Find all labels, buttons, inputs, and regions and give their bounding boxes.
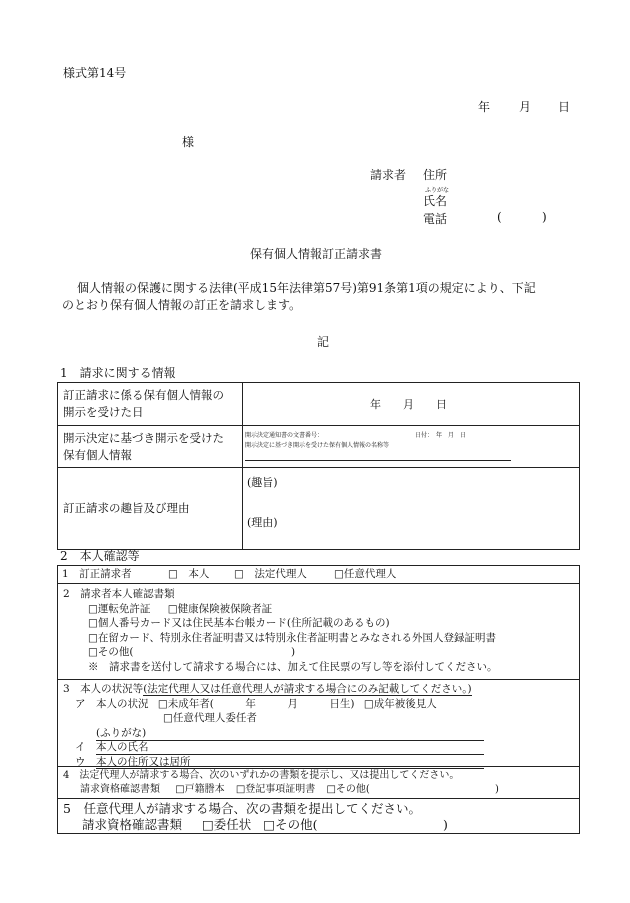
legal-agent-docs-label: 請求資格確認書類	[80, 784, 160, 795]
voluntary-agent-other-checkbox[interactable]: □その他(	[263, 817, 318, 832]
minor-checkbox[interactable]: □未成年者( 年 月 日生)	[157, 697, 355, 710]
identity-table	[57, 565, 580, 834]
purpose-reason-field[interactable]	[243, 468, 579, 549]
registry-certificate-checkbox[interactable]: □登記事項証明書	[235, 784, 316, 795]
doc-number-label: 開示決定通知書の文書番号：	[245, 432, 324, 439]
health-insurance-checkbox[interactable]: □健康保険被保険者証	[167, 602, 273, 615]
principal-name-label: イ 本人の氏名	[75, 741, 149, 754]
reason-label: (理由)	[247, 516, 278, 529]
disclosure-date-field[interactable]	[243, 383, 579, 425]
purpose-reason-row	[58, 467, 579, 549]
principal-checkbox[interactable]: □任意代理人委任者	[163, 712, 257, 725]
principal-furigana-underline[interactable]	[96, 740, 484, 741]
other-document-checkbox[interactable]: □その他( )	[88, 646, 296, 659]
section2-heading: 2 本人確認等	[60, 549, 140, 563]
section1-heading: 1 請求に関する情報	[60, 366, 176, 380]
phone-paren-close: )	[542, 210, 547, 224]
page-title: 保有個人情報訂正請求書	[250, 247, 383, 261]
mynumber-card-checkbox[interactable]: □個人番号カード又は住民基本台帳カード(住所記載のあるもの)	[88, 617, 390, 630]
principal-status-label: ア 本人の状況	[75, 697, 149, 710]
principal-status-title: 3 本人の状況等	[63, 683, 144, 695]
disclosure-date-value: 年 月 日	[370, 398, 447, 411]
furigana-label: ふりがな	[425, 187, 450, 194]
adult-ward-checkbox[interactable]: □成年被後見人	[363, 697, 437, 710]
legal-agent-other-close: )	[495, 784, 499, 795]
phone-paren-open: (	[497, 210, 502, 224]
addressee-sama: 様	[182, 135, 195, 149]
request-info-table	[57, 382, 580, 550]
intro-line-1: 個人情報の保護に関する法律(平成15年法律第57号)第91条第1項の規定により、下記	[77, 281, 536, 295]
mail-request-note: ※ 請求書を送付して請求する場合には、加えて住民票の写し等を添付してください。	[88, 660, 498, 673]
disclosure-date-row	[58, 383, 579, 425]
id-documents-title: 2 請求者本人確認書類	[63, 588, 175, 600]
requester-type-label: 1 訂正請求者	[62, 568, 132, 580]
disclosed-info-underline	[245, 460, 511, 461]
date-day-label: 日	[558, 100, 571, 114]
intro-line-2: のとおり保有個人情報の訂正を請求します。	[62, 298, 302, 312]
ki-label: 記	[317, 335, 330, 349]
id-documents-block	[58, 583, 579, 679]
disclosure-date-label: 訂正請求に係る保有個人情報の 開示を受けた日	[58, 383, 243, 425]
residence-card-checkbox[interactable]: □在留カード、特別永住者証明書又は特別永住者証明書とみなされる外国人登録証明書	[88, 631, 496, 644]
doc-date-label: 日付： 年 月 日	[415, 432, 467, 439]
disclosed-info-name-label: 開示決定に基づき開示を受けた保有個人情報の名称等	[245, 442, 390, 449]
requester-legal-agent-checkbox[interactable]: □ 法定代理人	[234, 568, 307, 580]
principal-name-underline[interactable]	[96, 754, 484, 755]
voluntary-agent-docs-text: 5 任意代理人が請求する場合、次の書類を提出してください。	[63, 801, 421, 816]
date-year-label: 年	[478, 100, 491, 114]
principal-address-label: ウ 本人の住所又は居所	[75, 755, 191, 768]
date-month-label: 月	[519, 100, 532, 114]
disclosed-info-row	[58, 425, 579, 467]
name-label: 氏名	[423, 194, 448, 208]
voluntary-agent-docs-block	[58, 798, 579, 833]
legal-agent-docs-block	[58, 766, 579, 798]
address-label: 住所	[423, 168, 448, 182]
voluntary-agent-docs-label: 請求資格確認書類	[82, 817, 183, 832]
requester-label: 請求者	[370, 168, 407, 182]
purpose-reason-label: 訂正請求の趣旨及び理由	[58, 468, 243, 549]
requester-self-checkbox[interactable]: □ 本人	[168, 568, 210, 580]
legal-agent-docs-text: 4 法定代理人が請求する場合、次のいずれかの書類を提示し、又は提出してください。	[63, 770, 460, 781]
power-of-attorney-checkbox[interactable]: □委任状	[202, 817, 252, 832]
family-register-checkbox[interactable]: □戸籍謄本	[175, 784, 225, 795]
principal-furigana-label: (ふりがな)	[96, 726, 147, 739]
disclosed-info-field[interactable]	[243, 426, 579, 467]
principal-status-note: (法定代理人又は任意代理人が請求する場合にのみ記載してください。)	[143, 683, 472, 695]
requester-voluntary-agent-checkbox[interactable]: □任意代理人	[334, 568, 397, 580]
disclosed-info-label: 開示決定に基づき開示を受けた 保有個人情報	[58, 426, 243, 467]
purpose-label: (趣旨)	[247, 476, 278, 489]
voluntary-agent-other-close: )	[443, 817, 448, 832]
principal-status-block	[58, 679, 579, 766]
form-number: 様式第14号	[63, 66, 127, 80]
requester-type-block	[58, 566, 579, 583]
legal-agent-other-checkbox[interactable]: □その他(	[326, 784, 370, 795]
phone-label: 電話	[423, 212, 448, 226]
drivers-license-checkbox[interactable]: □運転免許証	[88, 602, 151, 615]
